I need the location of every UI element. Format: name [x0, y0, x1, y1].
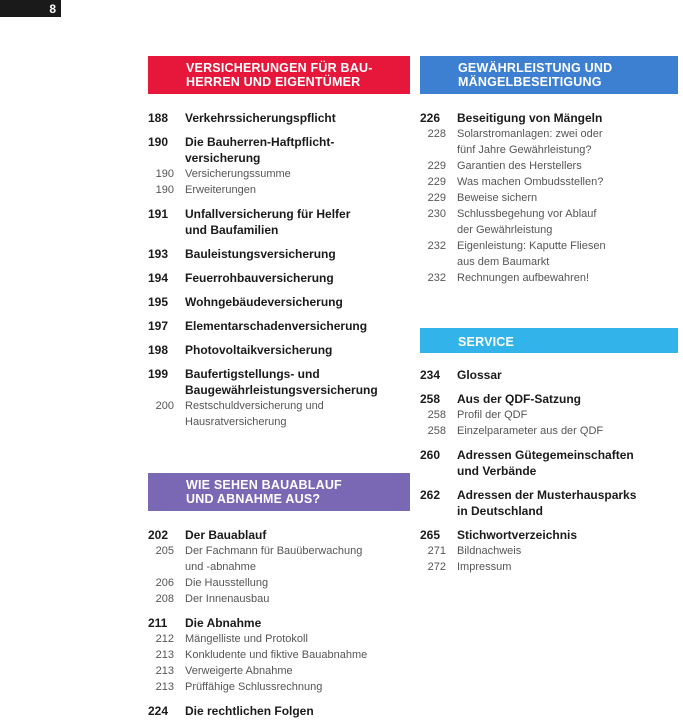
- toc-subentry: [420, 174, 678, 190]
- section-accent: [420, 56, 450, 94]
- page-ref-number: 211: [148, 616, 168, 630]
- page-ref-number: 234: [420, 368, 441, 382]
- toc-chapter-entry: [148, 110, 410, 126]
- entry-title: Konkludente und fiktive Bauabnahme: [185, 649, 368, 661]
- page-ref-number: 226: [420, 111, 441, 125]
- page-ref-number: 229: [427, 192, 446, 204]
- toc-subentry: [420, 158, 678, 174]
- page-ref-number: 213: [155, 681, 174, 693]
- page-ref-number: 190: [155, 184, 174, 196]
- entry-title: Glossar: [457, 368, 502, 382]
- page-ref-number: 229: [427, 176, 446, 188]
- toc-subentry: [420, 543, 678, 559]
- page-ref-number: 224: [148, 704, 169, 718]
- entry-title: Adressen Gütegemeinschaften und Verbände: [457, 448, 634, 478]
- entry-title: Profil der QDF: [457, 409, 528, 421]
- toc-subentry: [148, 663, 410, 679]
- toc-subentry: [148, 398, 410, 430]
- toc-chapter-entry: [420, 391, 678, 407]
- page-ref-number: 232: [427, 272, 446, 284]
- entry-title: Adressen der Musterhausparks in Deutschland: [457, 488, 637, 518]
- page-ref-number: 213: [155, 665, 174, 677]
- entry-title: Bauleistungsversicherung: [185, 247, 336, 261]
- entry-title: Was machen Ombudsstellen?: [457, 176, 604, 188]
- toc-chapter-entry: [148, 270, 410, 286]
- entry-title: Aus der QDF-Satzung: [457, 392, 582, 406]
- entry-title: Die Bauherren-Haftpflicht- versicherung: [185, 135, 335, 165]
- toc-chapter-entry: [148, 366, 410, 398]
- toc-chapter-entry: [420, 527, 678, 543]
- toc-subentry: [148, 591, 410, 607]
- section-title: GEWÄHRLEISTUNG UND MÄNGELBESEITIGUNG: [450, 56, 678, 94]
- section-title: SERVICE: [450, 328, 678, 353]
- entry-title: Verkehrssicherungspflicht: [185, 111, 336, 125]
- page-ref-number: 258: [420, 392, 441, 406]
- page-ref-number: 202: [148, 528, 169, 542]
- section-title: WIE SEHEN BAUABLAUF UND ABNAHME AUS?: [178, 473, 410, 511]
- toc-chapter-entry: [420, 487, 678, 519]
- entry-title: Wohngebäudeversicherung: [185, 295, 343, 309]
- entry-title: Rechnungen aufbewahren!: [457, 272, 590, 284]
- section-header-construction: [148, 473, 410, 511]
- toc-list-construction: [148, 527, 410, 719]
- page-ref-number: 200: [155, 400, 174, 412]
- section-accent: [148, 473, 178, 511]
- toc-chapter-entry: [148, 294, 410, 310]
- entry-title: Garantien des Herstellers: [457, 160, 582, 172]
- toc-subentry: [420, 190, 678, 206]
- toc-chapter-entry: [148, 246, 410, 262]
- toc-subentry: [148, 166, 410, 182]
- entry-title: Prüffähige Schlussrechnung: [185, 681, 323, 693]
- toc-subentry: [420, 270, 678, 286]
- entry-title: Erweiterungen: [185, 184, 256, 196]
- entry-title: Baufertigstellungs- und Baugewährleistungsversicherung: [185, 367, 378, 397]
- entry-title: Einzelparameter aus der QDF: [457, 425, 604, 437]
- page-ref-number: 271: [427, 545, 446, 557]
- page-ref-number: 197: [148, 319, 169, 333]
- entry-title: Versicherungssumme: [185, 168, 291, 180]
- toc-subentry: [148, 182, 410, 198]
- page-ref-number: 260: [420, 448, 441, 462]
- entry-title: Solarstromanlagen: zwei oder fünf Jahre Gewährleistung?: [457, 128, 603, 156]
- toc-chapter-entry: [148, 527, 410, 543]
- page-ref-number: 190: [155, 168, 174, 180]
- entry-title: Die Hausstellung: [185, 577, 269, 589]
- entry-title: Unfallversicherung für Helfer und Baufamilien: [185, 207, 351, 237]
- page-ref-number: 191: [148, 207, 169, 221]
- section-header-insurance: [148, 56, 410, 94]
- toc-subentry: [420, 559, 678, 575]
- page-ref-number: 195: [148, 295, 169, 309]
- page-ref-number: 208: [155, 593, 174, 605]
- toc-list-service: [420, 367, 678, 575]
- toc-subentry: [148, 647, 410, 663]
- entry-title: Der Innenausbau: [185, 593, 270, 605]
- toc-subentry: [420, 206, 678, 238]
- page-ref-number: 258: [427, 425, 446, 437]
- toc-chapter-entry: [148, 615, 410, 631]
- toc-subentry: [420, 126, 678, 158]
- entry-title: Elementarschadenversicherung: [185, 319, 368, 333]
- entry-title: Beseitigung von Mängeln: [457, 111, 603, 125]
- entry-title: Eigenleistung: Kaputte Fliesen aus dem Baumarkt: [457, 240, 606, 268]
- entry-title: Restschuldversicherung und Hausratversicherung: [185, 400, 324, 428]
- entry-title: Stichwortverzeichnis: [457, 528, 578, 542]
- page-number: 8: [0, 0, 61, 17]
- page-ref-number: 199: [148, 367, 169, 381]
- page-ref-number: 213: [155, 649, 174, 661]
- entry-title: Impressum: [457, 561, 512, 573]
- toc-chapter-entry: [420, 367, 678, 383]
- toc-subentry: [420, 407, 678, 423]
- toc-subentry: [420, 423, 678, 439]
- page-ref-number: 272: [427, 561, 446, 573]
- page-ref-number: 258: [427, 409, 446, 421]
- page-ref-number: 230: [427, 208, 446, 220]
- toc-subentry: [148, 631, 410, 647]
- section-title: VERSICHERUNGEN FÜR BAU- HERREN UND EIGENTÜMER: [178, 56, 410, 94]
- section-accent: [420, 328, 450, 353]
- toc-chapter-entry: [148, 206, 410, 238]
- entry-title: Schlussbegehung vor Ablauf der Gewährleistung: [457, 208, 597, 236]
- page-ref-number: 262: [420, 488, 441, 502]
- entry-title: Bildnachweis: [457, 545, 522, 557]
- page-ref-number: 206: [155, 577, 174, 589]
- toc-list-warranty: [420, 110, 678, 286]
- toc-chapter-entry: [148, 318, 410, 334]
- page-ref-number: 194: [148, 271, 169, 285]
- entry-title: Der Bauablauf: [185, 528, 267, 542]
- page-ref-number: 212: [155, 633, 174, 645]
- entry-title: Feuerrohbauversicherung: [185, 271, 334, 285]
- page-ref-number: 229: [427, 160, 446, 172]
- toc-list-insurance: [148, 110, 410, 430]
- page-ref-number: 232: [427, 240, 446, 252]
- left-column: [148, 0, 410, 720]
- entry-title: Die Abnahme: [185, 616, 262, 630]
- toc-subentry: [148, 543, 410, 575]
- entry-title: Beweise sichern: [457, 192, 538, 204]
- entry-title: Mängelliste und Protokoll: [185, 633, 308, 645]
- section-header-service: [420, 328, 678, 353]
- page-ref-number: 190: [148, 135, 169, 149]
- toc-chapter-entry: [148, 134, 410, 166]
- page-ref-number: 265: [420, 528, 441, 542]
- page-ref-number: 198: [148, 343, 169, 357]
- toc-chapter-entry: [420, 447, 678, 479]
- right-column: [420, 0, 678, 720]
- entry-title: Der Fachmann für Bauüberwachung und -abnahme: [185, 545, 363, 573]
- toc-chapter-entry: [148, 342, 410, 358]
- page-ref-number: 228: [427, 128, 446, 140]
- section-header-warranty: [420, 56, 678, 94]
- toc-chapter-entry: [148, 703, 410, 719]
- page-ref-number: 188: [148, 111, 169, 125]
- page-ref-number: 205: [155, 545, 174, 557]
- toc-chapter-entry: [420, 110, 678, 126]
- toc-subentry: [420, 238, 678, 270]
- entry-title: Verweigerte Abnahme: [185, 665, 293, 677]
- section-accent: [148, 56, 178, 94]
- page-ref-number: 193: [148, 247, 169, 261]
- entry-title: Die rechtlichen Folgen: [185, 704, 314, 718]
- toc-subentry: [148, 575, 410, 591]
- toc-subentry: [148, 679, 410, 695]
- entry-title: Photovoltaikversicherung: [185, 343, 333, 357]
